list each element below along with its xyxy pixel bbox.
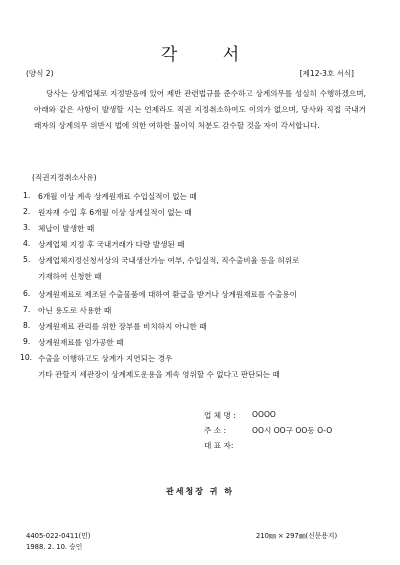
approval-date: 1988. 2. 10. 승인 bbox=[26, 543, 83, 551]
reason-text: 상계업체 지정 후 국내거래가 다량 발생된 때 bbox=[38, 240, 185, 249]
reason-number: 7. bbox=[23, 305, 31, 314]
form-reference: [제12-3호 서식] bbox=[299, 69, 354, 78]
reason-number: 5. bbox=[23, 255, 31, 264]
paper-size: 210㎜ × 297㎜(신문용지) bbox=[256, 532, 338, 540]
reason-number: 10. bbox=[20, 353, 33, 362]
reason-number: 9. bbox=[23, 337, 31, 346]
reason-text: 상계원재료 관리를 위한 장부를 비치하지 아니한 때 bbox=[38, 322, 207, 331]
address-label: 주 소 : bbox=[204, 426, 227, 435]
document-title: 각 서 bbox=[160, 45, 260, 65]
form-number: (양식 2) bbox=[26, 69, 54, 78]
reason-text: 상계원재료로 제조된 수출물품에 대하여 환급을 받거나 상계원재료를 수출용이 bbox=[38, 290, 297, 299]
pledge-paragraph: 당사는 상계업체로 지정받음에 있어 제반 관련법규를 준수하고 상계의무를 성실히 수행하겠으며, 아래와 같은 사항이 발생할 시는 언제라도 직권 지정취소하여도 이의가 없으며, 당사와 직접 국내거래자의 상계의무 위반시 법에 의한 여하한 불이익 처분도 감수할 것을 자이 각서합니다. bbox=[34, 89, 366, 131]
reason-number: 8. bbox=[23, 321, 31, 330]
reason-number: 1. bbox=[23, 191, 31, 200]
reason-text: 원자재 수입 후 6개월 이상 상계실적이 없는 때 bbox=[38, 208, 192, 217]
representative-label: 대 표 자: bbox=[204, 441, 234, 450]
reason-text-continued: 기타 관할지 세관장이 상계제도운용을 계속 영위할 수 없다고 판단되는 때 bbox=[38, 370, 280, 379]
section-heading: (직권지정취소사유) bbox=[32, 173, 97, 182]
reason-text: 아닌 용도로 사용한 때 bbox=[38, 306, 112, 315]
reason-text: 상계원재료를 임가공한 때 bbox=[38, 338, 124, 347]
form-code: 4405-022-0411(민) bbox=[26, 532, 91, 540]
reason-text-continued: 기재하여 신청한 때 bbox=[38, 272, 102, 281]
reason-text: 상계업체지정신청서상의 국내생산가능 여부, 수입실적, 직수출비율 등을 허위로 bbox=[38, 256, 300, 265]
reason-text: 체납이 발생한 때 bbox=[38, 224, 95, 233]
reason-number: 4. bbox=[23, 239, 31, 248]
reason-number: 3. bbox=[23, 223, 31, 232]
reason-text: 수출을 이행하고도 상계가 지연되는 경우 bbox=[38, 354, 173, 363]
address-value: OO시 OO구 OO동 O-O bbox=[252, 426, 333, 435]
company-name-label: 업 체 명 : bbox=[204, 411, 236, 420]
reason-number: 2. bbox=[23, 207, 31, 216]
reason-number: 6. bbox=[23, 289, 31, 298]
reason-text: 6개월 이상 계속 상계원재료 수입실적이 없는 때 bbox=[38, 192, 197, 201]
addressee: 관세청장 귀 하 bbox=[166, 487, 234, 496]
company-name-value: OOOO bbox=[252, 410, 276, 419]
